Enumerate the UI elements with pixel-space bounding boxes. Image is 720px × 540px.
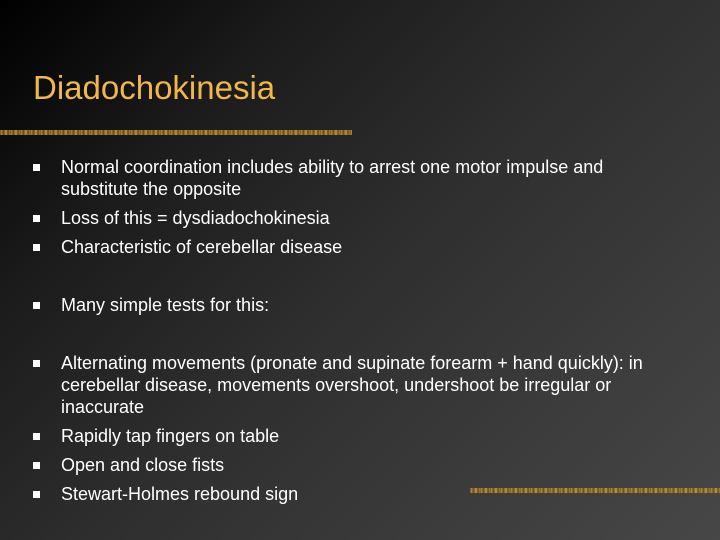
square-bullet-icon <box>33 433 40 440</box>
bullet-item <box>33 207 683 229</box>
bullet-item <box>33 454 683 476</box>
bullet-item <box>33 156 683 200</box>
slide-title: Diadochokinesia <box>33 69 276 106</box>
square-bullet-icon <box>33 244 40 251</box>
bullet-text: Loss of this = dysdiadochokinesia <box>61 208 330 228</box>
bullet-list <box>33 156 683 505</box>
footer-divider <box>470 488 720 493</box>
bullet-item <box>33 425 683 447</box>
bullet-text: Normal coordination includes ability to arrest one motor impulse and substitute the opposite <box>61 157 604 199</box>
bullet-item <box>33 483 683 505</box>
square-bullet-icon <box>33 215 40 222</box>
square-bullet-icon <box>33 302 40 309</box>
square-bullet-icon <box>33 164 40 171</box>
square-bullet-icon <box>33 491 40 498</box>
bullet-text: Rapidly tap fingers on table <box>61 426 280 446</box>
bullet-text: Open and close fists <box>61 455 225 475</box>
square-bullet-icon <box>33 360 40 367</box>
bullet-item <box>33 352 683 418</box>
bullet-item <box>33 236 683 258</box>
bullet-item <box>33 294 683 316</box>
bullet-text: Many simple tests for this: <box>61 295 270 315</box>
bullet-text: Alternating movements (pronate and supinate forearm + hand quickly): in cerebellar disease, movements overshoot, undershoot be irregular or inaccurate <box>61 353 643 417</box>
bullet-text: Stewart-Holmes rebound sign <box>61 484 299 504</box>
title-divider <box>0 130 352 135</box>
bullet-text: Characteristic of cerebellar disease <box>61 237 343 257</box>
square-bullet-icon <box>33 462 40 469</box>
